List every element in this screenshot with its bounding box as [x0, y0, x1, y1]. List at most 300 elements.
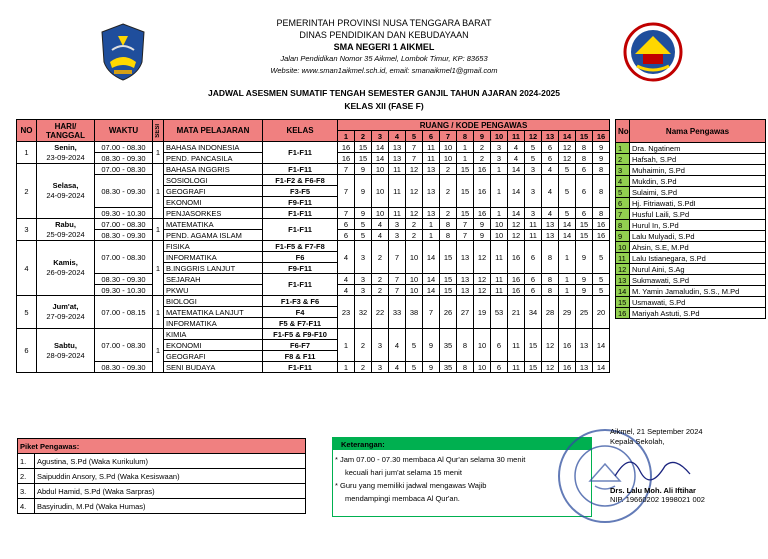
room-code-cell: 10 [406, 241, 423, 274]
room-code-cell: 2 [474, 153, 491, 164]
signature-nip: NIP. 19660202 1998021 002 [610, 495, 705, 504]
row-waktu: 07.00 - 08.30 [95, 219, 153, 230]
room-code-cell: 9 [593, 142, 610, 153]
room-code-cell: 16 [559, 329, 576, 362]
row-mapel: MATEMATIKA LANJUT [164, 307, 263, 318]
row-date: 26-09-2024 [46, 268, 85, 277]
col-header-ruang: RUANG / KODE PENGAWAS [338, 120, 610, 131]
room-code-cell: 3 [355, 241, 372, 274]
pengawas-row [616, 154, 766, 165]
room-code-cell: 13 [423, 164, 440, 175]
row-day-date [37, 219, 95, 241]
row-day: Kamis, [53, 258, 78, 267]
room-code-cell: 13 [576, 362, 593, 373]
room-code-cell: 9 [355, 175, 372, 208]
room-code-cell: 9 [423, 362, 440, 373]
room-code-cell: 20 [593, 296, 610, 329]
row-waktu: 08.30 - 09.30 [95, 274, 153, 285]
row-kelas: F1-F11 [263, 142, 338, 164]
signature-place-date: Aikmel, 21 September 2024 [610, 427, 703, 436]
pengawas-row [616, 286, 766, 297]
room-code-cell: 2 [355, 329, 372, 362]
pengawas-no: 14 [616, 286, 630, 297]
room-number: 6 [423, 131, 440, 142]
row-kelas: F3-F5 [263, 186, 338, 197]
room-code-cell: 9 [355, 164, 372, 175]
header-address: Jalan Pendidikan Nomor 35 Aikmel, Lombok Timur, KP: 83653 [280, 54, 488, 63]
room-code-cell: 5 [406, 362, 423, 373]
room-number: 15 [576, 131, 593, 142]
pengawas-no: 8 [616, 220, 630, 231]
row-mapel: GEOGRAFI [164, 186, 263, 197]
room-code-cell: 15 [525, 362, 542, 373]
row-no: 1 [17, 142, 37, 164]
room-code-cell: 1 [559, 274, 576, 285]
room-code-cell: 12 [474, 274, 491, 285]
room-code-cell: 8 [440, 230, 457, 241]
room-code-cell: 11 [423, 153, 440, 164]
room-code-cell: 7 [423, 296, 440, 329]
room-code-cell: 14 [423, 274, 440, 285]
pengawas-nama: Sukmawati, S.Pd [630, 275, 766, 286]
schedule-table [16, 119, 610, 373]
room-code-cell: 7 [406, 153, 423, 164]
row-mapel: PKWU [164, 285, 263, 296]
pengawas-table [615, 119, 766, 319]
room-code-cell: 11 [423, 142, 440, 153]
province-emblem-icon [98, 22, 148, 82]
room-code-cell: 14 [508, 208, 525, 219]
room-code-cell: 10 [474, 329, 491, 362]
pengawas-no: 2 [616, 154, 630, 165]
room-code-cell: 14 [508, 164, 525, 175]
row-waktu: 07.00 - 08.30 [95, 142, 153, 153]
room-code-cell: 11 [508, 362, 525, 373]
schedule-subtitle: KELAS XII (FASE F) [344, 101, 424, 111]
room-code-cell: 1 [423, 219, 440, 230]
room-code-cell: 9 [423, 329, 440, 362]
room-code-cell: 11 [491, 285, 508, 296]
pengawas-no: 15 [616, 297, 630, 308]
room-code-cell: 5 [355, 219, 372, 230]
row-no: 2 [17, 164, 37, 219]
room-code-cell: 15 [457, 175, 474, 208]
table-row [17, 219, 610, 230]
room-code-cell: 3 [372, 329, 389, 362]
pengawas-no: 4 [616, 176, 630, 187]
room-code-cell: 11 [389, 175, 406, 208]
room-code-cell: 28 [542, 296, 559, 329]
row-waktu: 08.30 - 09.30 [95, 175, 153, 208]
room-code-cell: 16 [474, 208, 491, 219]
piket-no: 2. [18, 469, 35, 484]
row-day-date [37, 142, 95, 164]
row-kelas: F1-F11 [263, 164, 338, 175]
row-mapel: EKONOMI [164, 197, 263, 208]
row-day: Sabtu, [54, 340, 77, 350]
row-date: 28-09-2024 [46, 350, 85, 360]
pengawas-header-no: No [616, 120, 630, 143]
table-row [17, 362, 610, 373]
room-code-cell: 2 [355, 362, 372, 373]
room-code-cell: 4 [338, 274, 355, 285]
room-code-cell: 3 [525, 164, 542, 175]
room-code-cell: 1 [457, 153, 474, 164]
keterangan-line: * Jam 07.00 - 07.30 membaca Al Qur'an selama 30 menit [335, 455, 526, 464]
room-code-cell: 6 [525, 241, 542, 274]
room-code-cell: 2 [474, 142, 491, 153]
room-code-cell: 9 [355, 208, 372, 219]
keterangan-title: Keterangan: [333, 438, 591, 450]
room-code-cell: 11 [491, 274, 508, 285]
room-code-cell: 12 [406, 175, 423, 208]
row-kelas: F6-F7 [263, 340, 338, 351]
pengawas-nama: Hj. Fitriawati, S.PdI [630, 198, 766, 209]
piket-row [18, 454, 306, 469]
signature-role: Kepala Sekolah, [610, 437, 665, 446]
room-number: 5 [406, 131, 423, 142]
room-code-cell: 11 [389, 208, 406, 219]
row-kelas: F1-F11 [263, 208, 338, 219]
row-mapel: PEND. PANCASILA [164, 153, 263, 164]
room-code-cell: 3 [525, 208, 542, 219]
pengawas-row [616, 143, 766, 154]
room-code-cell: 5 [559, 164, 576, 175]
room-code-cell: 7 [389, 274, 406, 285]
pengawas-row [616, 209, 766, 220]
piket-no: 1. [18, 454, 35, 469]
row-date: 27-09-2024 [46, 312, 85, 321]
room-code-cell: 14 [372, 153, 389, 164]
room-code-cell: 14 [423, 285, 440, 296]
pengawas-nama: Lalu Istianegara, S.Pd [630, 253, 766, 264]
room-code-cell: 11 [508, 329, 525, 362]
room-code-cell: 8 [576, 153, 593, 164]
room-code-cell: 13 [423, 175, 440, 208]
room-code-cell: 7 [338, 208, 355, 219]
room-code-cell: 6 [338, 230, 355, 241]
room-code-cell: 3 [389, 230, 406, 241]
room-code-cell: 5 [559, 175, 576, 208]
pengawas-row [616, 176, 766, 187]
school-logo-icon [623, 22, 683, 82]
piket-no: 3. [18, 484, 35, 499]
room-code-cell: 13 [389, 142, 406, 153]
row-waktu: 09.30 - 10.30 [95, 208, 153, 219]
pengawas-nama: Hafsah, S.Pd [630, 154, 766, 165]
row-mapel: INFORMATIKA [164, 318, 263, 329]
pengawas-no: 16 [616, 308, 630, 319]
room-code-cell: 35 [440, 329, 457, 362]
room-number: 1 [338, 131, 355, 142]
row-kelas: F1-F5 & F9-F10 [263, 329, 338, 340]
row-kelas: F9-F11 [263, 263, 338, 274]
table-row [17, 296, 610, 307]
piket-table [17, 438, 306, 514]
room-code-cell: 9 [474, 230, 491, 241]
room-code-cell: 10 [406, 274, 423, 285]
room-code-cell: 13 [576, 329, 593, 362]
room-code-cell: 5 [525, 153, 542, 164]
pengawas-nama: Muhaimin, S.Pd [630, 165, 766, 176]
row-kelas: F1-F2 & F6-F8 [263, 175, 338, 186]
row-mapel: FISIKA [164, 241, 263, 252]
room-code-cell: 8 [593, 175, 610, 208]
row-kelas: F5 & F7-F11 [263, 318, 338, 329]
table-row [17, 329, 610, 340]
row-day: Jum'at, [52, 302, 79, 311]
room-code-cell: 29 [559, 296, 576, 329]
row-kelas: F1-F11 [263, 362, 338, 373]
room-code-cell: 8 [542, 241, 559, 274]
row-waktu: 08.30 - 09.30 [95, 230, 153, 241]
pengawas-no: 10 [616, 242, 630, 253]
col-header-sesi: SESI [153, 120, 164, 142]
pengawas-no: 13 [616, 275, 630, 286]
keterangan-line: * Guru yang memiliki jadwal mengawas Wajib [335, 481, 487, 490]
row-mapel: B.INGGRIS LANJUT [164, 263, 263, 274]
pengawas-row [616, 165, 766, 176]
room-code-cell: 3 [389, 219, 406, 230]
row-kelas: F6 [263, 252, 338, 263]
pengawas-row [616, 264, 766, 275]
room-code-cell: 15 [576, 230, 593, 241]
room-code-cell: 9 [474, 219, 491, 230]
room-code-cell: 13 [542, 219, 559, 230]
row-mapel: SOSIOLOGI [164, 175, 263, 186]
pengawas-row [616, 297, 766, 308]
room-code-cell: 1 [457, 142, 474, 153]
room-code-cell: 21 [508, 296, 525, 329]
signature-name: Drs. Lalu Moh. Ali Iftihar [610, 486, 696, 495]
room-code-cell: 32 [355, 296, 372, 329]
row-kelas: F4 [263, 307, 338, 318]
row-mapel: PEND. AGAMA ISLAM [164, 230, 263, 241]
row-mapel: SEJARAH [164, 274, 263, 285]
row-sesi: 1 [153, 241, 164, 296]
room-code-cell: 4 [508, 153, 525, 164]
room-code-cell: 3 [491, 153, 508, 164]
pengawas-nama: Mukdin, S.Pd [630, 176, 766, 187]
row-waktu: 07.00 - 08.30 [95, 241, 153, 274]
row-date: 25-09-2024 [46, 229, 85, 239]
col-header-kelas: KELAS [263, 120, 338, 142]
room-code-cell: 12 [559, 142, 576, 153]
room-code-cell: 4 [389, 362, 406, 373]
row-waktu: 08.30 - 09.30 [95, 362, 153, 373]
room-code-cell: 7 [338, 164, 355, 175]
room-code-cell: 6 [525, 274, 542, 285]
room-code-cell: 5 [525, 142, 542, 153]
room-code-cell: 11 [525, 230, 542, 241]
table-row [17, 208, 610, 219]
room-code-cell: 27 [457, 296, 474, 329]
room-code-cell: 1 [559, 241, 576, 274]
room-code-cell: 53 [491, 296, 508, 329]
room-code-cell: 8 [542, 274, 559, 285]
room-code-cell: 6 [491, 362, 508, 373]
row-kelas: F9-F11 [263, 197, 338, 208]
room-code-cell: 23 [338, 296, 355, 329]
room-code-cell: 16 [338, 153, 355, 164]
row-day: Selasa, [52, 181, 79, 190]
piket-row [18, 484, 306, 499]
pengawas-nama: Hurul In, S.Pd [630, 220, 766, 231]
pengawas-nama: Lalu Mulyadi, S.Pd [630, 231, 766, 242]
col-header-waktu: WAKTU [95, 120, 153, 142]
header-contact: Website: www.sman1aikmel.sch.id, email: smanaikmel1@gmail.com [270, 66, 498, 75]
room-code-cell: 11 [491, 241, 508, 274]
room-number: 13 [542, 131, 559, 142]
row-waktu: 08.30 - 09.30 [95, 153, 153, 164]
room-code-cell: 10 [440, 142, 457, 153]
room-code-cell: 2 [406, 230, 423, 241]
pengawas-nama: M. Yamin Jamaludin, S.S., M.Pd [630, 286, 766, 297]
room-code-cell: 16 [474, 164, 491, 175]
room-number: 3 [372, 131, 389, 142]
room-code-cell: 1 [338, 329, 355, 362]
row-kelas: F1-F3 & F6 [263, 296, 338, 307]
room-code-cell: 2 [440, 208, 457, 219]
room-code-cell: 16 [508, 285, 525, 296]
row-mapel: BAHASA INDONESIA [164, 142, 263, 153]
row-waktu: 09.30 - 10.30 [95, 285, 153, 296]
col-header-no: NO [17, 120, 37, 142]
room-code-cell: 16 [508, 241, 525, 274]
room-number: 9 [474, 131, 491, 142]
room-code-cell: 14 [372, 142, 389, 153]
room-number: 7 [440, 131, 457, 142]
room-code-cell: 15 [355, 153, 372, 164]
room-code-cell: 3 [372, 362, 389, 373]
room-code-cell: 4 [372, 219, 389, 230]
pengawas-nama: Usmawati, S.Pd [630, 297, 766, 308]
room-code-cell: 12 [474, 241, 491, 274]
room-code-cell: 6 [576, 175, 593, 208]
row-sesi: 1 [153, 219, 164, 241]
pengawas-no: 6 [616, 198, 630, 209]
signature-block [610, 427, 768, 504]
table-row [17, 175, 610, 186]
signature-scribble-icon [610, 446, 700, 486]
room-code-cell: 10 [440, 153, 457, 164]
room-code-cell: 12 [542, 362, 559, 373]
col-header-hari: HARI/ TANGGAL [37, 120, 95, 142]
room-code-cell: 2 [440, 175, 457, 208]
room-code-cell: 12 [559, 153, 576, 164]
room-code-cell: 10 [372, 175, 389, 208]
keterangan-line: kecuali hari jum'at selama 15 menit [345, 468, 462, 477]
row-date: 23-09-2024 [46, 152, 85, 162]
room-number: 16 [593, 131, 610, 142]
room-code-cell: 14 [423, 241, 440, 274]
room-number: 14 [559, 131, 576, 142]
room-code-cell: 4 [338, 241, 355, 274]
room-code-cell: 6 [338, 219, 355, 230]
row-no: 5 [17, 296, 37, 329]
room-code-cell: 16 [508, 274, 525, 285]
piket-nama: Basyirudin, M.Pd (Waka Humas) [35, 499, 306, 514]
room-code-cell: 11 [389, 164, 406, 175]
room-code-cell: 5 [559, 208, 576, 219]
room-code-cell: 8 [593, 164, 610, 175]
room-code-cell: 16 [474, 175, 491, 208]
row-sesi: 1 [153, 164, 164, 219]
piket-nama: Abdul Hamid, S.Pd (Waka Sarpras) [35, 484, 306, 499]
row-kelas: F1-F11 [263, 219, 338, 241]
row-no: 3 [17, 219, 37, 241]
room-code-cell: 14 [508, 175, 525, 208]
header-agency: DINAS PENDIDIKAN DAN KEBUDAYAAN [299, 30, 469, 40]
room-code-cell: 14 [559, 219, 576, 230]
row-waktu: 07.00 - 08.30 [95, 329, 153, 362]
room-code-cell: 7 [457, 219, 474, 230]
row-day: Senin, [54, 142, 77, 152]
room-code-cell: 7 [389, 285, 406, 296]
row-day-date [37, 329, 95, 373]
row-mapel: BAHASA INGGRIS [164, 164, 263, 175]
room-code-cell: 2 [406, 219, 423, 230]
pengawas-nama: Sulaimi, S.Pd [630, 187, 766, 198]
pengawas-header-nama: Nama Pengawas [630, 120, 766, 143]
room-code-cell: 16 [559, 362, 576, 373]
room-code-cell: 1 [338, 362, 355, 373]
pengawas-nama: Nurul Aini, S.Ag [630, 264, 766, 275]
room-code-cell: 12 [508, 219, 525, 230]
piket-nama: Agustina, S.Pd (Waka Kurikulum) [35, 454, 306, 469]
header-school: SMA NEGERI 1 AIKMEL [333, 42, 435, 52]
pengawas-row [616, 308, 766, 319]
room-code-cell: 8 [542, 285, 559, 296]
room-code-cell: 1 [491, 164, 508, 175]
room-code-cell: 15 [355, 142, 372, 153]
pengawas-row [616, 231, 766, 242]
room-code-cell: 7 [406, 142, 423, 153]
room-code-cell: 1 [491, 175, 508, 208]
room-code-cell: 5 [593, 274, 610, 285]
room-code-cell: 12 [542, 329, 559, 362]
room-code-cell: 2 [440, 164, 457, 175]
pengawas-no: 7 [616, 209, 630, 220]
room-code-cell: 13 [423, 208, 440, 219]
room-code-cell: 13 [542, 230, 559, 241]
room-number: 12 [525, 131, 542, 142]
room-code-cell: 9 [576, 241, 593, 274]
room-code-cell: 33 [389, 296, 406, 329]
room-code-cell: 8 [457, 362, 474, 373]
room-code-cell: 1 [491, 208, 508, 219]
pengawas-row [616, 220, 766, 231]
room-code-cell: 10 [491, 219, 508, 230]
room-code-cell: 6 [576, 164, 593, 175]
row-no: 6 [17, 329, 37, 373]
room-code-cell: 6 [491, 329, 508, 362]
room-code-cell: 14 [559, 230, 576, 241]
room-code-cell: 15 [525, 329, 542, 362]
room-code-cell: 6 [576, 208, 593, 219]
room-code-cell: 7 [457, 230, 474, 241]
pengawas-no: 9 [616, 231, 630, 242]
room-number: 2 [355, 131, 372, 142]
room-code-cell: 1 [423, 230, 440, 241]
row-sesi: 1 [153, 329, 164, 373]
room-code-cell: 15 [440, 274, 457, 285]
pengawas-nama: Dra. Ngatinem [630, 143, 766, 154]
room-code-cell: 6 [525, 285, 542, 296]
keterangan-box [332, 437, 592, 517]
room-code-cell: 10 [406, 285, 423, 296]
room-code-cell: 2 [372, 241, 389, 274]
